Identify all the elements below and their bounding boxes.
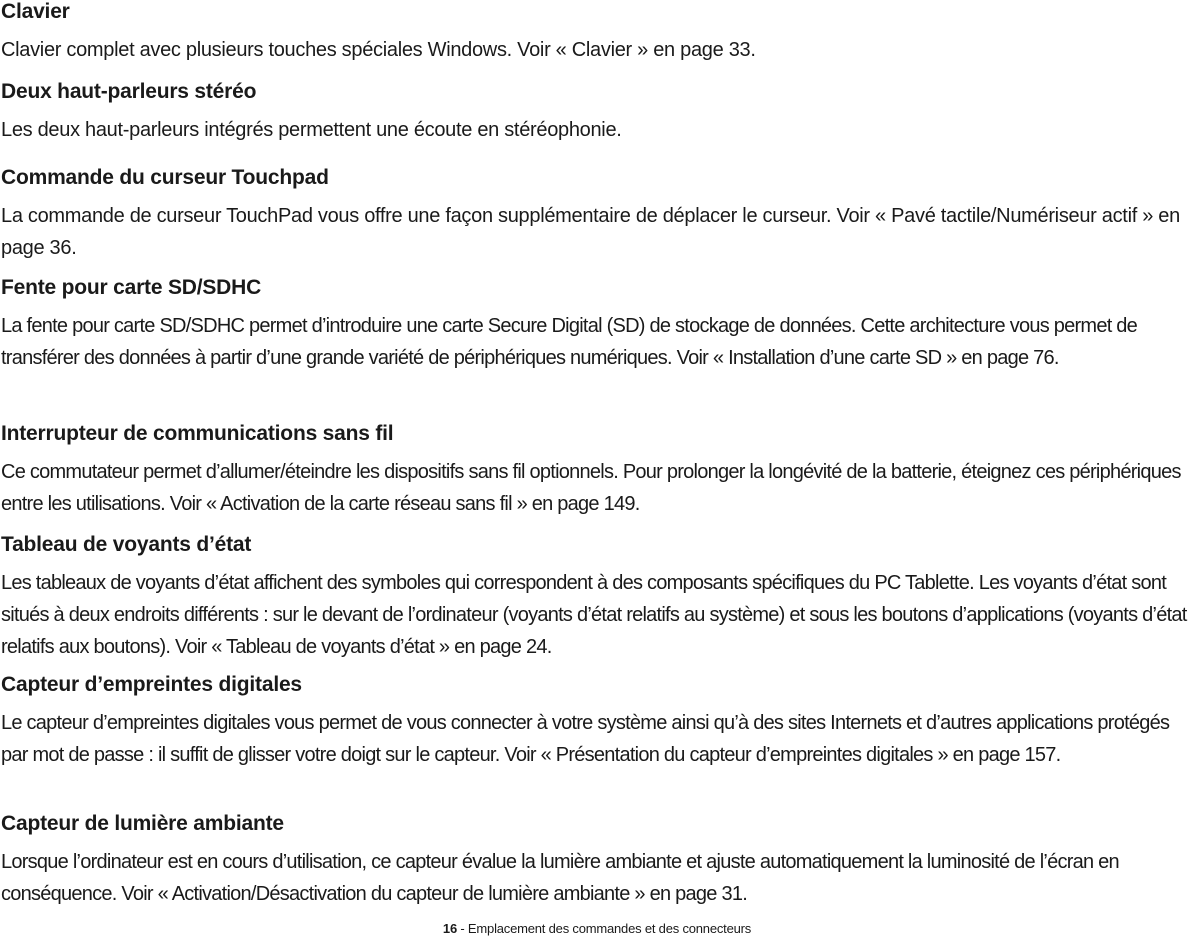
section-heading: Fente pour carte SD/SDHC — [1, 276, 262, 299]
section-body: Les tableaux de voyants d’état affichent des symboles qui correspondent à des composants spécifiques du PC Tablette. Les voyants d’état sont situés à deux endroits différents : sur le devant de l’ordinateur (voyants d’état relatifs au système) et sous les boutons d’applications (voyants d’état relatifs aux boutons). Voir « Tableau de voyants d’état » en page 24. — [1, 572, 1187, 658]
section-heading: Capteur d’empreintes digitales — [1, 673, 302, 696]
section-carte-sd — [1, 276, 1191, 374]
page-number: 16 — [442, 921, 457, 936]
section-body: La commande de curseur TouchPad vous offre une façon supplémentaire de déplacer le curseur. Voir « Pavé tactile/Numériseur actif » en page 36. — [1, 205, 1180, 259]
section-body: Clavier complet avec plusieurs touches spéciales Windows. Voir « Clavier » en page 33. — [1, 39, 756, 61]
section-body: Ce commutateur permet d’allumer/éteindre les dispositifs sans fil optionnels. Pour prolonger la longévité de la batterie, éteignez ces périphériques entre les utilisations. Voir « Activation de la carte réseau sans fil » en page 149. — [1, 461, 1181, 515]
section-body: Le capteur d’empreintes digitales vous permet de vous connecter à votre système ainsi qu’à des sites Internets et d’autres applications protégés par mot de passe : il suffit de glisser votre doigt sur le capteur. Voir « Présentation du capteur d’empreintes digitales » en page 157. — [1, 712, 1170, 766]
page-footer — [0, 920, 1194, 938]
section-clavier — [1, 0, 1191, 66]
section-heading: Commande du curseur Touchpad — [1, 166, 329, 189]
section-body: Les deux haut-parleurs intégrés permettent une écoute en stéréophonie. — [1, 119, 622, 141]
section-body: La fente pour carte SD/SDHC permet d’introduire une carte Secure Digital (SD) de stockage de données. Cette architecture vous permet de transférer des données à partir d’une grande variété de périphériques numériques. Voir « Installation d’une carte SD » en page 76. — [1, 315, 1138, 369]
section-voyants — [1, 533, 1191, 663]
section-body: Lorsque l’ordinateur est en cours d’utilisation, ce capteur évalue la lumière ambiante et ajuste automatiquement la luminosité de l’écran en conséquence. Voir « Activation/Désactivation du capteur de lumière ambiante » en page 31. — [1, 851, 1119, 905]
section-heading: Clavier — [1, 0, 70, 23]
section-heading: Interrupteur de communications sans fil — [1, 422, 394, 445]
section-heading: Deux haut-parleurs stéréo — [1, 80, 257, 103]
section-touchpad — [1, 166, 1191, 264]
footer-title: - Emplacement des commandes et des connecteurs — [456, 921, 752, 936]
section-sans-fil — [1, 422, 1191, 520]
section-haut-parleurs — [1, 80, 1191, 146]
section-empreintes — [1, 673, 1191, 771]
section-heading: Tableau de voyants d’état — [1, 533, 252, 556]
section-heading: Capteur de lumière ambiante — [1, 812, 284, 835]
section-lumiere — [1, 812, 1191, 910]
